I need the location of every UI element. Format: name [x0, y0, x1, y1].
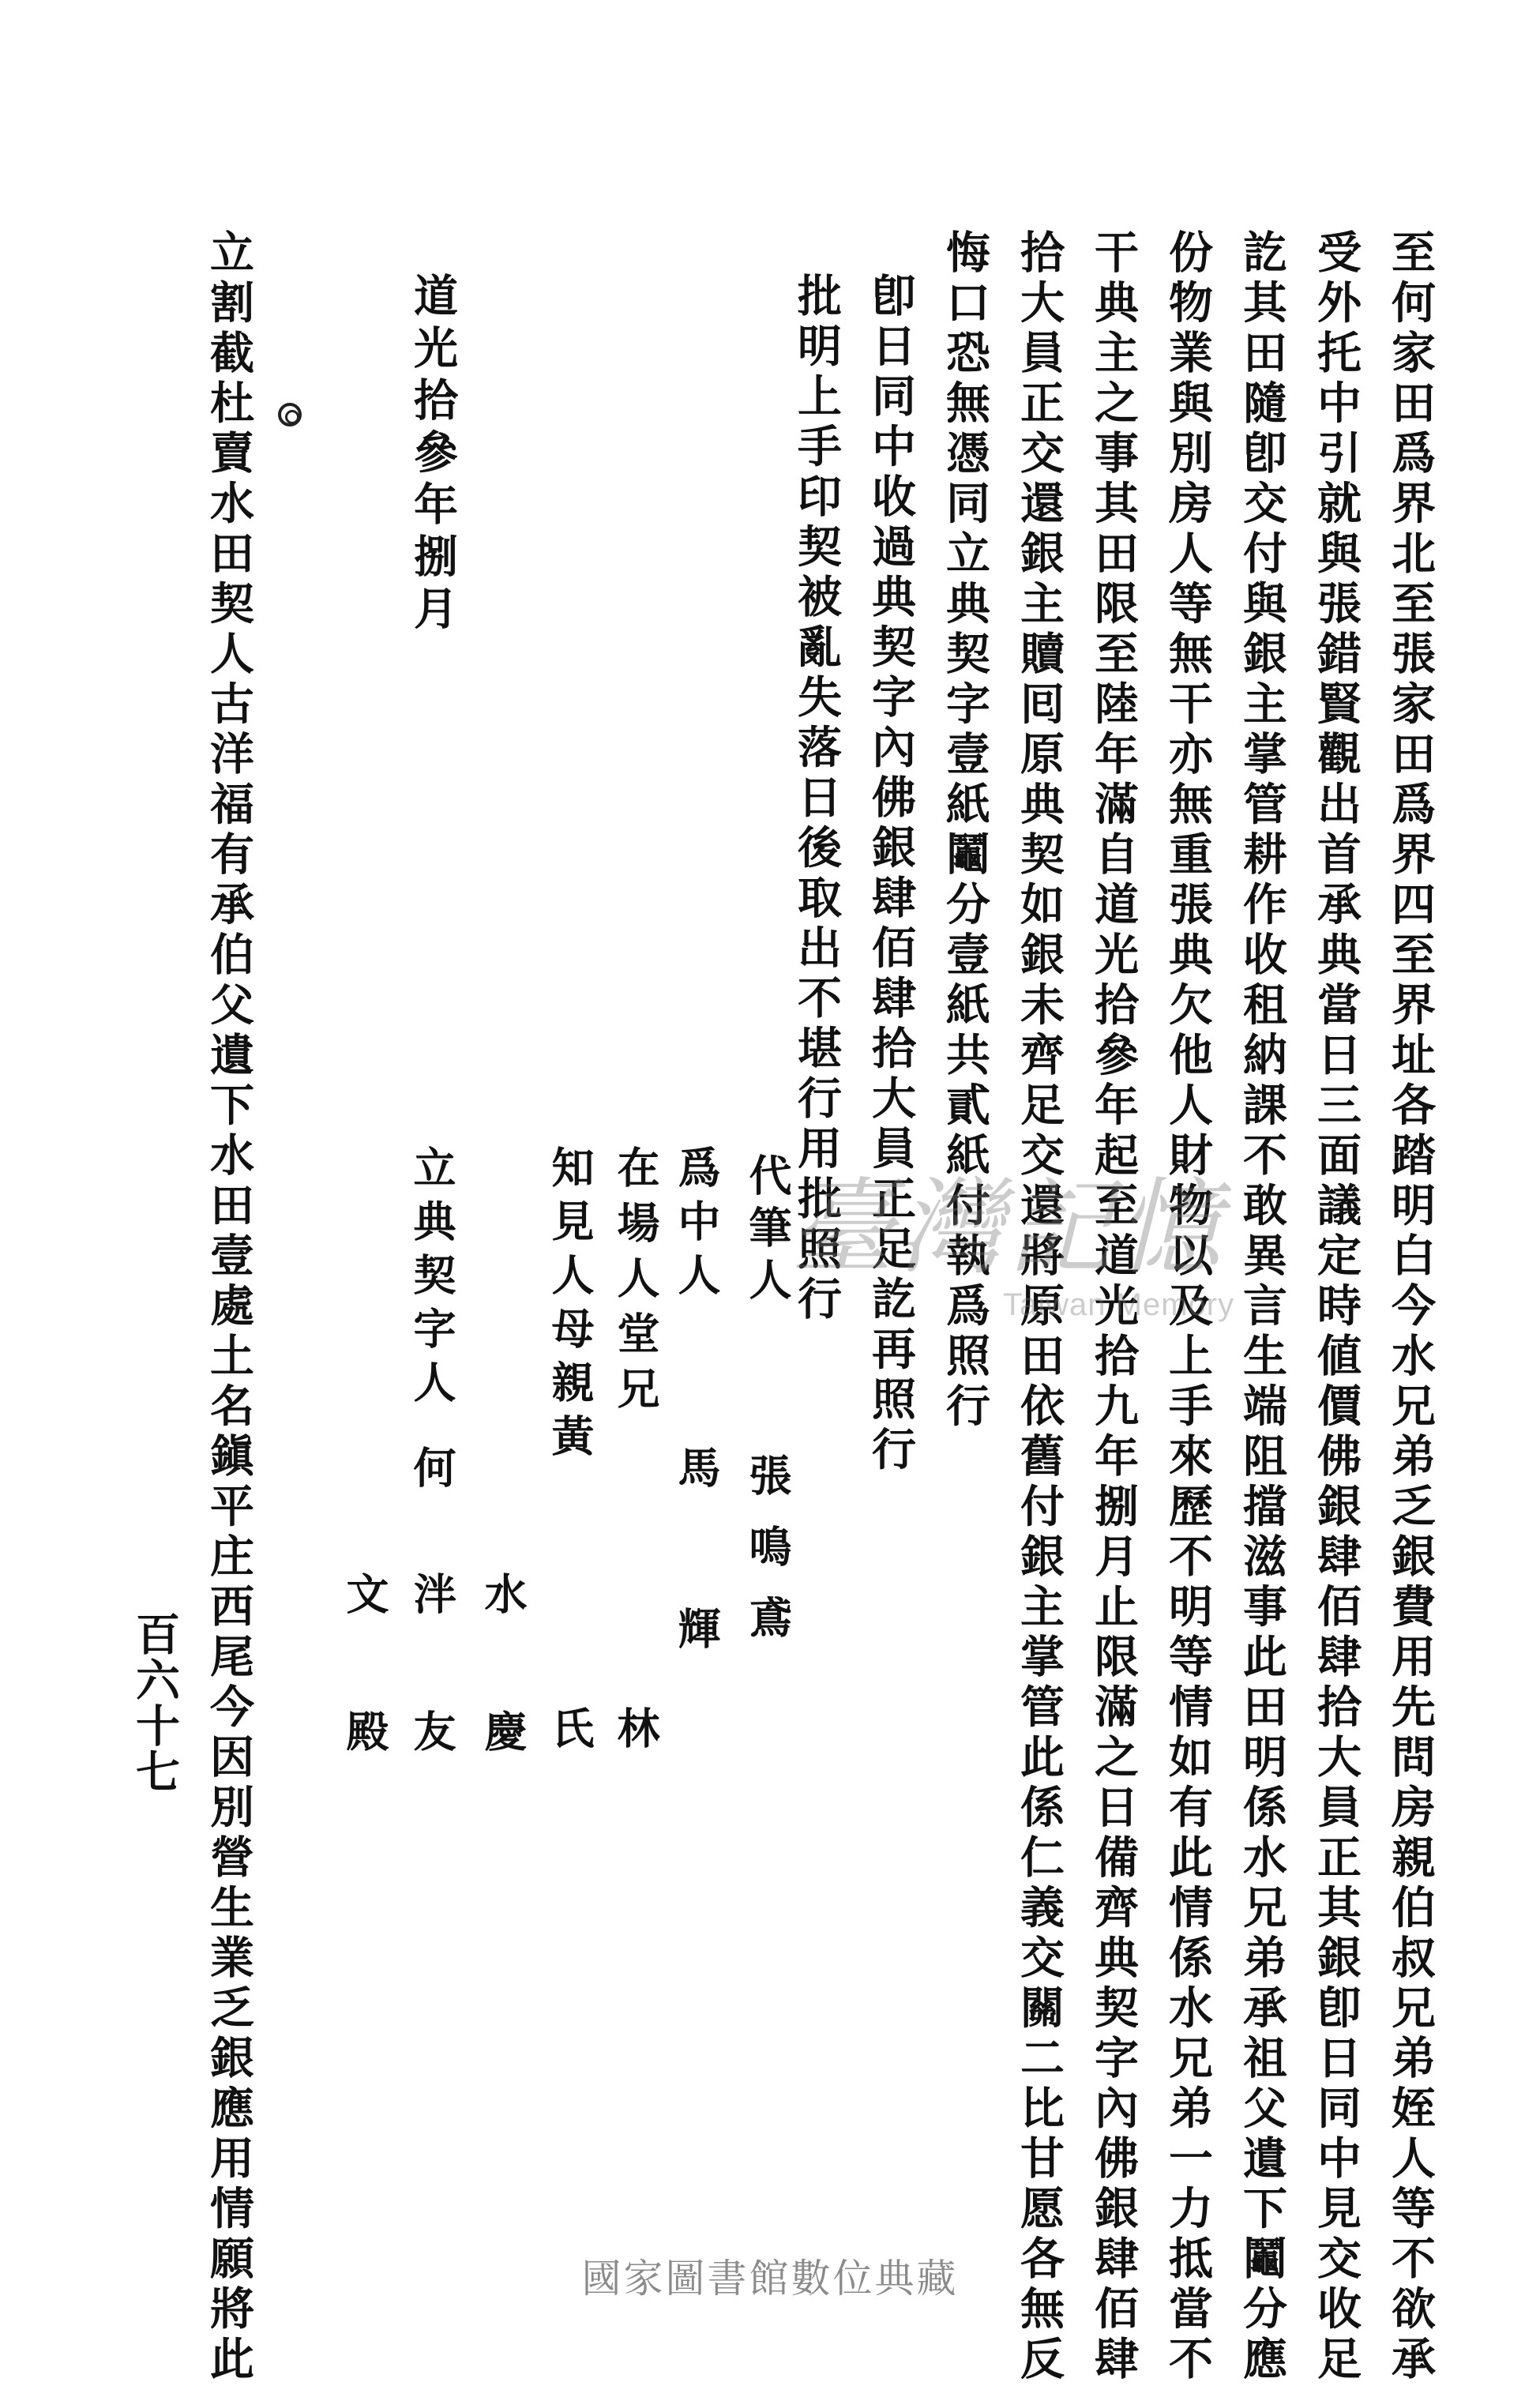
witness-informed-role: 知見人母親黃 [545, 1145, 595, 1467]
witness-middleman-role: 爲中人 [671, 1145, 722, 1306]
witness-scribe-name: 張鳴鳶 [742, 1453, 793, 1666]
witness-present-name: 林 [610, 1706, 661, 1749]
witness-present-role: 在場人堂兄 [610, 1145, 661, 1422]
signer-given-names-col1-end: 水慶 [478, 1572, 528, 1847]
page-number: 百六十七 [129, 1611, 181, 1794]
deed-column-1: 至何家田爲界北至張家田爲界四至界址各踏明白今水兄弟乏銀費用先問房親伯叔兄弟姪人等不欲承 [1384, 229, 1437, 2386]
deed-column-6: 拾大員正交還銀主贖囘原典契如銀未齊足交還將原田依舊付銀主掌管此係仁義交關二比甘愿各無反 [1013, 229, 1065, 2386]
witness-scribe-role: 代筆人 [742, 1153, 793, 1309]
deed-column-3: 訖其田隨卽交付與銀主掌管耕作收租納課不敢異言生端阻擋滋事此田明係水兄弟承祖父遺下鬮分應 [1236, 229, 1288, 2386]
witness-informed-name: 氏 [545, 1706, 595, 1749]
next-deed-title: 立割截杜賣水田契人古洋福有承伯父遺下水田壹處土名鎭平庄西尾今因別營生業乏銀應用情願將此 [203, 229, 255, 2386]
deed-date: 道光拾參年捌月 [407, 272, 459, 637]
deed-column-4: 份物業與別房人等無干亦無重張典欠他人財物以及上手來歷不明等情如有此情係水兄弟一力抵當不 [1162, 229, 1214, 2386]
deed-column-8: 卽日同中收過典契字內佛銀肆佰肆拾大員正足訖再照行 [865, 272, 917, 1476]
deed-column-9: 批明上手印契被亂失落日後取出不堪行用批照行 [791, 272, 843, 1326]
section-circle-mark [278, 403, 302, 426]
deed-column-7: 悔口恐無憑同立典契字壹紙鬮分壹紙共貳紙付執爲照行 [939, 229, 991, 1433]
footer-library-credit: 國家圖書館數位典藏 [581, 2256, 959, 2301]
deed-column-5: 干典主之事其田限至陸年滿自道光拾參年起至道光拾九年捌月止限滿之日備齊典契字內佛銀肆佰肆 [1087, 229, 1140, 2386]
signer-given-names-col2: 文殿 [340, 1572, 390, 1847]
signer-role: 立典契字人 [407, 1145, 457, 1414]
watermark-english: Taiwan Memory [1003, 1287, 1235, 1322]
witness-middleman-name: 馬輝 [671, 1445, 722, 1768]
watermark-chinese: 臺灣記憶 [790, 1167, 1226, 1289]
signer-given-names-col1: 泮友 [407, 1572, 457, 1847]
deed-column-2: 受外托中引就與張錯賢觀出首承典當日三面議定時値價佛銀肆佰肆拾大員正其銀卽日同中見交收足 [1310, 229, 1362, 2386]
signer-surname: 何 [407, 1445, 457, 1488]
watermark-logo [790, 1167, 1235, 1343]
